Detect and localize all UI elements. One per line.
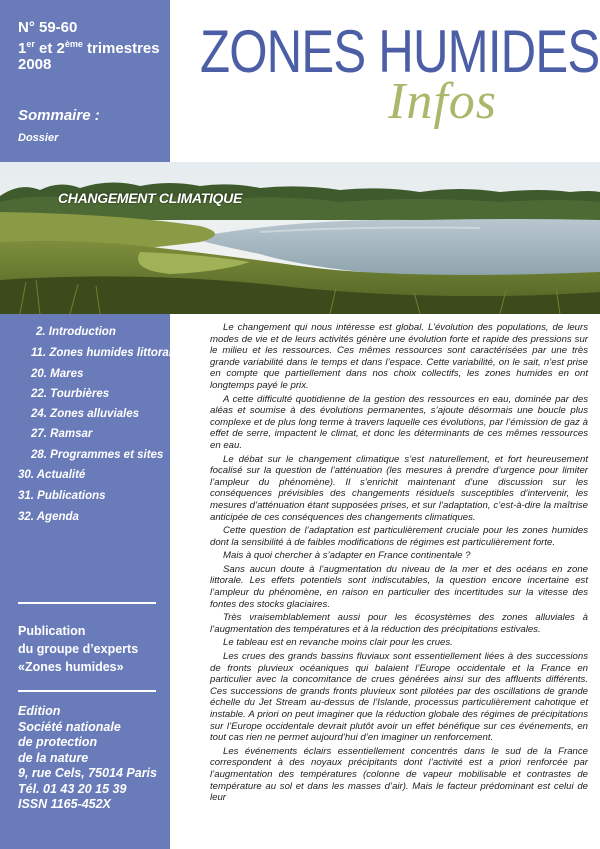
toc-item: 22. Tourbières [31,388,110,400]
toc-item: 2. Introduction [36,326,116,338]
toc-item: 11. Zones humides littorales [31,347,185,359]
article-paragraph: Le changement qui nous intéresse est global. L’évolution des populations, de leurs modes de vie et de leurs activités génère une évolution forte et rapide des pressions sur le milieu et les ressources. Ces mêmes ressources sont caractérisées par une très grande variabilité dans le temps et dans l’espace. Cette variabilité, on le sait, n’est prise en compte que partiellement dans nos choix collectifs, les zones humides en ont longtemps payé le prix. [210,322,588,391]
article-paragraph: Cette question de l’adaptation est particulièrement cruciale pour les zones humides dont la sensibilité à de faibles modifications de régimes est particulièrement forte. [210,525,588,548]
divider [18,690,156,692]
toc-item: 30. Actualité [18,469,86,481]
cover-photo [0,162,600,314]
magazine-title: ZONES HUMIDES [200,18,600,85]
toc-item: 27. Ramsar [31,428,93,440]
dossier-title: CHANGEMENT CLIMATIQUE [58,190,242,206]
article-paragraph: Le débat sur le changement climatique s’est naturellement, et fort heureusement focalisé sur la question de l’atténuation (les mesures à prendre d’urgence pour limiter l’ampleur du phénomène). Il s’enrichit maintenant d’une discussion sur les conséquences prévisibles des changements résiduels susceptibles d’intervenir, les mesures d’atténuation étant supposées prises, et sur l’adaptation, c’est-à-dire la maîtrise anticipée de ces conséquences des changements climatiques. [210,453,588,523]
publication-credit: Publication du groupe d’experts «Zones humides» [18,624,139,674]
toc-item: 20. Mares [31,368,84,380]
magazine-subtitle: Infos [388,73,497,130]
article-paragraph: Les crues des grands bassins fluviaux sont essentiellement liées à des successions de fronts pluvieux océaniques qui balaient l’Europe occidentale et la France en particulier avec la concomitance de crues générées ainsi sur des affluents différents. Ces successions de grands fronts pluvieux sont pilotées par des oscillations de grande échelle du Jet Stream au-dessus de l’Islande, processus particulièrement cahotique et instable. A priori on peut imaginer que la réduction globale des régimes de précipitations sur l’Europe occidentale devrait plutôt avoir un effet bénéfique sur ces événements, en tout cas rien ne permet aujourd’hui d’en imaginer un renforcement. [210,651,588,744]
dossier-label: Dossier [18,132,59,144]
wetland-landscape-image [0,162,600,314]
toc-item: 28. Programmes et sites [31,449,164,461]
article-paragraph: Les événements éclairs essentiellement concentrés dans le sud de la France correspondent à des noyaux précipitants dont l’activité est a priori renforcée par l’augmentation des températures (colonne de vapeur mobilisable et contrastes de température au sol et dans les masses d’air). Mais le facteur prédominant est celui de leur [210,745,588,804]
divider [18,602,156,604]
sommaire-label: Sommaire : [18,107,100,124]
article-paragraph: A cette difficulté quotidienne de la gestion des ressources en eau, dominée par des aléas et soumise à des évolutions permanentes, s’ajoute désormais une boucle plus complexe et de plus long terme à travers laquelle ces évolutions, par l’émission de gaz à effet de serre, impactent le climat, et donc les déterminants de ces mêmes ressources en eau. [210,393,588,451]
issue-header-panel [0,0,170,162]
article-paragraph: Mais à quoi chercher à s’adapter en France continentale ? [223,550,471,562]
article-paragraph: Le tableau est en revanche moins clair pour les crues. [223,637,453,649]
toc-item: 32. Agenda [18,511,79,523]
issue-year: 2008 [18,56,52,73]
issue-number: N° 59-60 [18,19,78,36]
edition-credit: Edition Société nationale de protection de la nature 9, rue Cels, 75014 Paris Tél. 01 43 20 15 39 ISSN 1165-452X [18,704,157,811]
article-paragraph: Très vraisemblablement aussi pour les écosystèmes des zones alluviales à l’augmentation des températures et à la réduction des précipitations estivales. [210,612,588,635]
sidebar-contents [0,314,185,849]
article-paragraph: Sans aucun doute à l’augmentation du niveau de la mer et des océans en zone littorale. Les effets potentiels sont indiscutables, la question encore incertaine est l’ampleur du phénomène, en raison en particulier des incertitudes sur la vitesse des fontes des stocks glaciaires. [210,563,588,610]
masthead [200,18,600,142]
editorial-article [210,322,588,806]
issue-quarters: 1er et 2ème trimestres [18,39,160,57]
toc-item: 24. Zones alluviales [31,408,140,420]
toc-item: 31. Publications [18,490,106,502]
